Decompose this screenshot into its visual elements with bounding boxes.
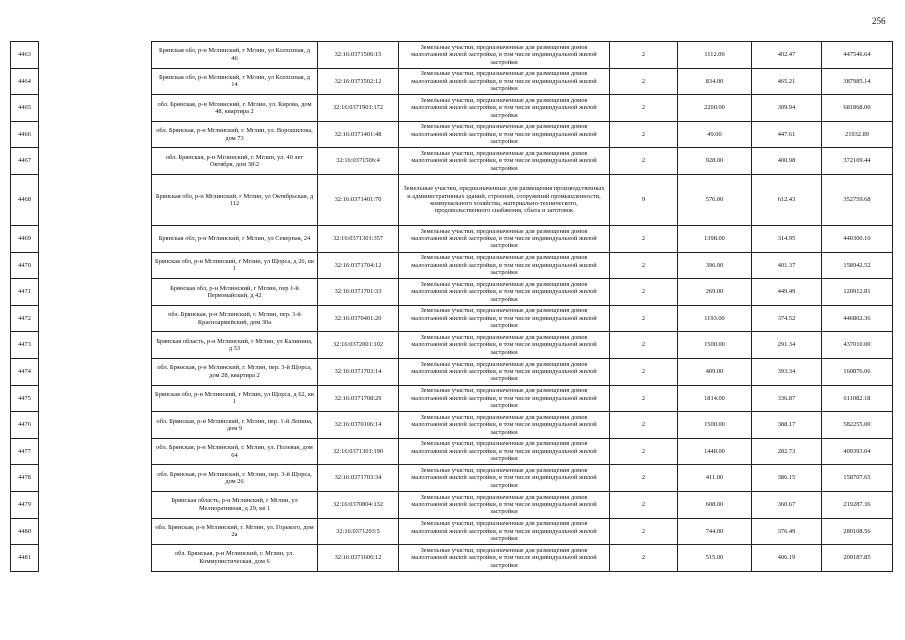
row-number: 4474 bbox=[11, 358, 39, 385]
cadastral-value-cell: 611082.18 bbox=[822, 385, 893, 412]
cadastral-number-cell: 32:16:0371704:12 bbox=[318, 252, 399, 279]
row-number: 4480 bbox=[11, 518, 39, 545]
table-row bbox=[11, 518, 893, 545]
address-cell: Брянская обл, р-н Мглинский, г Мглин, ул Октябрьская, д 112 bbox=[152, 174, 318, 225]
land-use-cell: Земельные участки, предназначенные для размещения домов малоэтажной жилой застройки, в том числе индивидуальной жилой застройки bbox=[399, 305, 610, 332]
cadastral-number-cell: 32:16:0371301:190 bbox=[318, 438, 399, 465]
spacer-cell bbox=[39, 385, 152, 412]
address-cell: Брянская обл, р-н Мглинский, г Мглин, ул Колхозная, д 46 bbox=[152, 42, 318, 69]
address-cell: Брянская область, р-н Мглинский, г Мглин, ул Калинина, д 53 bbox=[152, 332, 318, 359]
table-row bbox=[11, 332, 893, 359]
specific-value-cell: 401.37 bbox=[752, 252, 822, 279]
cadastral-number-cell: 32:16:0371703:14 bbox=[318, 358, 399, 385]
area-cell: 928.00 bbox=[678, 148, 752, 175]
land-use-cell: Земельные участки, предназначенные для размещения домов малоэтажной жилой застройки, в том числе индивидуальной жилой застройки bbox=[399, 225, 610, 252]
use-group-cell: 2 bbox=[610, 545, 678, 572]
cadastral-value-cell: 160876.06 bbox=[822, 358, 893, 385]
cadastral-number-cell: 32:16:0371401:70 bbox=[318, 174, 399, 225]
cadastral-value-cell: 209187.85 bbox=[822, 545, 893, 572]
area-cell: 1112.00 bbox=[678, 42, 752, 69]
address-cell: обл. Брянская, р-н Мглинский, г. Мглин, ул. 40 лет Октября, дом 38\2 bbox=[152, 148, 318, 175]
cadastral-number-cell: 32:16:0370401:20 bbox=[318, 305, 399, 332]
cadastral-value-table bbox=[10, 41, 893, 572]
table-row bbox=[11, 174, 893, 225]
table-row bbox=[11, 438, 893, 465]
table-body bbox=[11, 42, 893, 572]
table-row bbox=[11, 225, 893, 252]
land-use-cell: Земельные участки, предназначенные для размещения домов малоэтажной жилой застройки, в том числе индивидуальной жилой застройки bbox=[399, 68, 610, 95]
address-cell: Брянская обл, р-н Мглинский, г Мглин, ул Северная, 24 bbox=[152, 225, 318, 252]
specific-value-cell: 309.94 bbox=[752, 95, 822, 122]
row-number: 4478 bbox=[11, 465, 39, 492]
area-cell: 744.00 bbox=[678, 518, 752, 545]
address-cell: обл. Брянская, р-н Мглинский, г. Мглин, ул. Горького, дом 2а bbox=[152, 518, 318, 545]
cadastral-number-cell: 32:16:0370804:132 bbox=[318, 491, 399, 518]
use-group-cell: 2 bbox=[610, 465, 678, 492]
land-use-cell: Земельные участки, предназначенные для размещения домов малоэтажной жилой застройки, в том числе индивидуальной жилой застройки bbox=[399, 121, 610, 148]
land-use-cell: Земельные участки, предназначенные для размещения домов малоэтажной жилой застройки, в том числе индивидуальной жилой застройки bbox=[399, 42, 610, 69]
table-row bbox=[11, 148, 893, 175]
spacer-cell bbox=[39, 358, 152, 385]
address-cell: обл. Брянская, р-н Мглинский, г. Мглин, пер. 3-й Красноармейский, дом 30а bbox=[152, 305, 318, 332]
land-use-cell: Земельные участки, предназначенные для размещения домов малоэтажной жилой застройки, в том числе индивидуальной жилой застройки bbox=[399, 279, 610, 306]
area-cell: 49.00 bbox=[678, 121, 752, 148]
cadastral-number-cell: 32:16:0371606:12 bbox=[318, 545, 399, 572]
area-cell: 515.00 bbox=[678, 545, 752, 572]
land-use-cell: Земельные участки, предназначенные для размещения домов малоэтажной жилой застройки, в том числе индивидуальной жилой застройки bbox=[399, 95, 610, 122]
cadastral-number-cell: 32:16:0371301:357 bbox=[318, 225, 399, 252]
use-group-cell: 2 bbox=[610, 358, 678, 385]
address-cell: обл. Брянская, р-н Мглинский, г. Мглин, пер. 3-й Щорса, дом 28, квартира 2 bbox=[152, 358, 318, 385]
spacer-cell bbox=[39, 148, 152, 175]
row-number: 4465 bbox=[11, 95, 39, 122]
specific-value-cell: 400.98 bbox=[752, 148, 822, 175]
use-group-cell: 2 bbox=[610, 95, 678, 122]
cadastral-number-cell: 32:16:0371506:4 bbox=[318, 148, 399, 175]
cadastral-value-cell: 352759.68 bbox=[822, 174, 893, 225]
specific-value-cell: 465.21 bbox=[752, 68, 822, 95]
use-group-cell: 2 bbox=[610, 121, 678, 148]
land-use-cell: Земельные участки, предназначенные для размещения домов малоэтажной жилой застройки, в том числе индивидуальной жилой застройки bbox=[399, 545, 610, 572]
table-row bbox=[11, 95, 893, 122]
cadastral-number-cell: 32:16:0371901:172 bbox=[318, 95, 399, 122]
area-cell: 1500.00 bbox=[678, 332, 752, 359]
cadastral-number-cell: 32:16:0371401:48 bbox=[318, 121, 399, 148]
spacer-cell bbox=[39, 225, 152, 252]
land-use-cell: Земельные участки, предназначенные для размещения домов малоэтажной жилой застройки, в том числе индивидуальной жилой застройки bbox=[399, 518, 610, 545]
cadastral-number-cell: 32:16:0372001:102 bbox=[318, 332, 399, 359]
row-number: 4467 bbox=[11, 148, 39, 175]
cadastral-value-cell: 158707.65 bbox=[822, 465, 893, 492]
spacer-cell bbox=[39, 412, 152, 439]
specific-value-cell: 360.67 bbox=[752, 491, 822, 518]
use-group-cell: 2 bbox=[610, 42, 678, 69]
cadastral-value-cell: 219287.36 bbox=[822, 491, 893, 518]
spacer-cell bbox=[39, 174, 152, 225]
table-row bbox=[11, 412, 893, 439]
cadastral-value-cell: 681868.00 bbox=[822, 95, 893, 122]
cadastral-value-cell: 280108.56 bbox=[822, 518, 893, 545]
use-group-cell: 2 bbox=[610, 148, 678, 175]
area-cell: 576.00 bbox=[678, 174, 752, 225]
spacer-cell bbox=[39, 332, 152, 359]
land-use-cell: Земельные участки, предназначенные для размещения домов малоэтажной жилой застройки, в том числе индивидуальной жилой застройки bbox=[399, 332, 610, 359]
specific-value-cell: 374.52 bbox=[752, 305, 822, 332]
specific-value-cell: 447.61 bbox=[752, 121, 822, 148]
page-number: 256 bbox=[872, 16, 886, 26]
area-cell: 269.00 bbox=[678, 279, 752, 306]
area-cell: 409.00 bbox=[678, 358, 752, 385]
area-cell: 2200.00 bbox=[678, 95, 752, 122]
cadastral-value-cell: 158942.52 bbox=[822, 252, 893, 279]
cadastral-value-cell: 437010.00 bbox=[822, 332, 893, 359]
use-group-cell: 2 bbox=[610, 252, 678, 279]
row-number: 4479 bbox=[11, 491, 39, 518]
cadastral-value-cell: 120912.81 bbox=[822, 279, 893, 306]
address-cell: Брянская обл, р-н Мглинский, г Мглин, ул Колхозная, д 14 bbox=[152, 68, 318, 95]
address-cell: обл. Брянская, р-н Мглинский, г. Мглин, ул. Коммунистическая, дом 6 bbox=[152, 545, 318, 572]
table-row bbox=[11, 358, 893, 385]
specific-value-cell: 386.15 bbox=[752, 465, 822, 492]
area-cell: 1814.00 bbox=[678, 385, 752, 412]
specific-value-cell: 336.87 bbox=[752, 385, 822, 412]
area-cell: 396.00 bbox=[678, 252, 752, 279]
specific-value-cell: 402.47 bbox=[752, 42, 822, 69]
area-cell: 1448.00 bbox=[678, 438, 752, 465]
address-cell: Брянская обл, р-н Мглинский, г Мглин, ул Щорса, д 62, кв 1 bbox=[152, 385, 318, 412]
row-number: 4471 bbox=[11, 279, 39, 306]
area-cell: 1193.00 bbox=[678, 305, 752, 332]
address-cell: обл. Брянская, р-н Мглинский, г. Мглин, ул. Ворошилова, дом 73 bbox=[152, 121, 318, 148]
spacer-cell bbox=[39, 279, 152, 306]
row-number: 4470 bbox=[11, 252, 39, 279]
cadastral-number-cell: 32:16:0371703:34 bbox=[318, 465, 399, 492]
table-row bbox=[11, 252, 893, 279]
spacer-cell bbox=[39, 42, 152, 69]
table-row bbox=[11, 68, 893, 95]
row-number: 4477 bbox=[11, 438, 39, 465]
use-group-cell: 2 bbox=[610, 332, 678, 359]
land-use-cell: Земельные участки, предназначенные для размещения производственных и административных зданий, строений, сооружений промышленности, коммунального хозяйства, материально-технического, продовольственного снабжения, сбыта и заготовок bbox=[399, 174, 610, 225]
specific-value-cell: 449.49 bbox=[752, 279, 822, 306]
table-row bbox=[11, 279, 893, 306]
table-row bbox=[11, 465, 893, 492]
row-number: 4468 bbox=[11, 174, 39, 225]
use-group-cell: 9 bbox=[610, 174, 678, 225]
use-group-cell: 2 bbox=[610, 438, 678, 465]
use-group-cell: 2 bbox=[610, 385, 678, 412]
cadastral-number-cell: 32:16:0371708:29 bbox=[318, 385, 399, 412]
area-cell: 411.00 bbox=[678, 465, 752, 492]
row-number: 4463 bbox=[11, 42, 39, 69]
spacer-cell bbox=[39, 518, 152, 545]
spacer-cell bbox=[39, 491, 152, 518]
table-row bbox=[11, 491, 893, 518]
row-number: 4469 bbox=[11, 225, 39, 252]
specific-value-cell: 612.43 bbox=[752, 174, 822, 225]
use-group-cell: 2 bbox=[610, 279, 678, 306]
cadastral-number-cell: 32:16:0370106:14 bbox=[318, 412, 399, 439]
specific-value-cell: 393.34 bbox=[752, 358, 822, 385]
table-row bbox=[11, 545, 893, 572]
table-row bbox=[11, 42, 893, 69]
land-use-cell: Земельные участки, предназначенные для размещения домов малоэтажной жилой застройки, в том числе индивидуальной жилой застройки bbox=[399, 358, 610, 385]
row-number: 4475 bbox=[11, 385, 39, 412]
spacer-cell bbox=[39, 95, 152, 122]
use-group-cell: 2 bbox=[610, 491, 678, 518]
specific-value-cell: 376.49 bbox=[752, 518, 822, 545]
row-number: 4472 bbox=[11, 305, 39, 332]
table-row bbox=[11, 385, 893, 412]
cadastral-value-cell: 447546.64 bbox=[822, 42, 893, 69]
land-use-cell: Земельные участки, предназначенные для размещения домов малоэтажной жилой застройки, в том числе индивидуальной жилой застройки bbox=[399, 385, 610, 412]
land-use-cell: Земельные участки, предназначенные для размещения домов малоэтажной жилой застройки, в том числе индивидуальной жилой застройки bbox=[399, 491, 610, 518]
spacer-cell bbox=[39, 465, 152, 492]
area-cell: 608.00 bbox=[678, 491, 752, 518]
spacer-cell bbox=[39, 252, 152, 279]
cadastral-number-cell: 32:16:0371502:12 bbox=[318, 68, 399, 95]
land-use-cell: Земельные участки, предназначенные для размещения домов малоэтажной жилой застройки, в том числе индивидуальной жилой застройки bbox=[399, 412, 610, 439]
cadastral-value-cell: 446802.36 bbox=[822, 305, 893, 332]
address-cell: обл. Брянская, р-н Мглинский, г. Мглин, ул. Кирова, дом 48, квартира 2 bbox=[152, 95, 318, 122]
row-number: 4466 bbox=[11, 121, 39, 148]
specific-value-cell: 291.34 bbox=[752, 332, 822, 359]
use-group-cell: 2 bbox=[610, 412, 678, 439]
table-row bbox=[11, 305, 893, 332]
specific-value-cell: 406.19 bbox=[752, 545, 822, 572]
cadastral-number-cell: 32:16:0371203:5 bbox=[318, 518, 399, 545]
use-group-cell: 2 bbox=[610, 518, 678, 545]
cadastral-number-cell: 32:16:0371701:33 bbox=[318, 279, 399, 306]
area-cell: 834.00 bbox=[678, 68, 752, 95]
spacer-cell bbox=[39, 68, 152, 95]
address-cell: Брянская обл, р-н Мглинский, г Мглин, пер 1-й Первомайский, д 42 bbox=[152, 279, 318, 306]
specific-value-cell: 388.17 bbox=[752, 412, 822, 439]
land-use-cell: Земельные участки, предназначенные для размещения домов малоэтажной жилой застройки, в том числе индивидуальной жилой застройки bbox=[399, 438, 610, 465]
use-group-cell: 2 bbox=[610, 68, 678, 95]
spacer-cell bbox=[39, 121, 152, 148]
spacer-cell bbox=[39, 438, 152, 465]
area-cell: 1500.00 bbox=[678, 412, 752, 439]
land-use-cell: Земельные участки, предназначенные для размещения домов малоэтажной жилой застройки, в том числе индивидуальной жилой застройки bbox=[399, 465, 610, 492]
row-number: 4481 bbox=[11, 545, 39, 572]
spacer-cell bbox=[39, 545, 152, 572]
cadastral-value-cell: 21932.89 bbox=[822, 121, 893, 148]
table-row bbox=[11, 121, 893, 148]
address-cell: обл. Брянская, р-н Мглинский, г. Мглин, ул. Полевая, дом 64 bbox=[152, 438, 318, 465]
cadastral-value-cell: 372109.44 bbox=[822, 148, 893, 175]
use-group-cell: 2 bbox=[610, 225, 678, 252]
cadastral-value-cell: 582255.00 bbox=[822, 412, 893, 439]
cadastral-value-cell: 387985.14 bbox=[822, 68, 893, 95]
spacer-cell bbox=[39, 305, 152, 332]
cadastral-value-cell: 440300.10 bbox=[822, 225, 893, 252]
address-cell: Брянская область, р-н Мглинский, г Мглин, ул Мелиоративная, д 29, кв 1 bbox=[152, 491, 318, 518]
address-cell: обл. Брянская, р-н Мглинский, г. Мглин, пер. 1-й Ленина, дом 9 bbox=[152, 412, 318, 439]
land-use-cell: Земельные участки, предназначенные для размещения домов малоэтажной жилой застройки, в том числе индивидуальной жилой застройки bbox=[399, 252, 610, 279]
specific-value-cell: 282.73 bbox=[752, 438, 822, 465]
address-cell: Брянская обл, р-н Мглинский, г Мглин, ул Щорса, д 26, кв 1 bbox=[152, 252, 318, 279]
area-cell: 1398.00 bbox=[678, 225, 752, 252]
row-number: 4476 bbox=[11, 412, 39, 439]
specific-value-cell: 314.95 bbox=[752, 225, 822, 252]
cadastral-number-cell: 32:16:0371506:15 bbox=[318, 42, 399, 69]
address-cell: обл. Брянская, р-н Мглинский, г. Мглин, пер. 3-й Щорса, дом 26 bbox=[152, 465, 318, 492]
land-use-cell: Земельные участки, предназначенные для размещения домов малоэтажной жилой застройки, в том числе индивидуальной жилой застройки bbox=[399, 148, 610, 175]
row-number: 4464 bbox=[11, 68, 39, 95]
use-group-cell: 2 bbox=[610, 305, 678, 332]
row-number: 4473 bbox=[11, 332, 39, 359]
cadastral-value-cell: 409393.04 bbox=[822, 438, 893, 465]
